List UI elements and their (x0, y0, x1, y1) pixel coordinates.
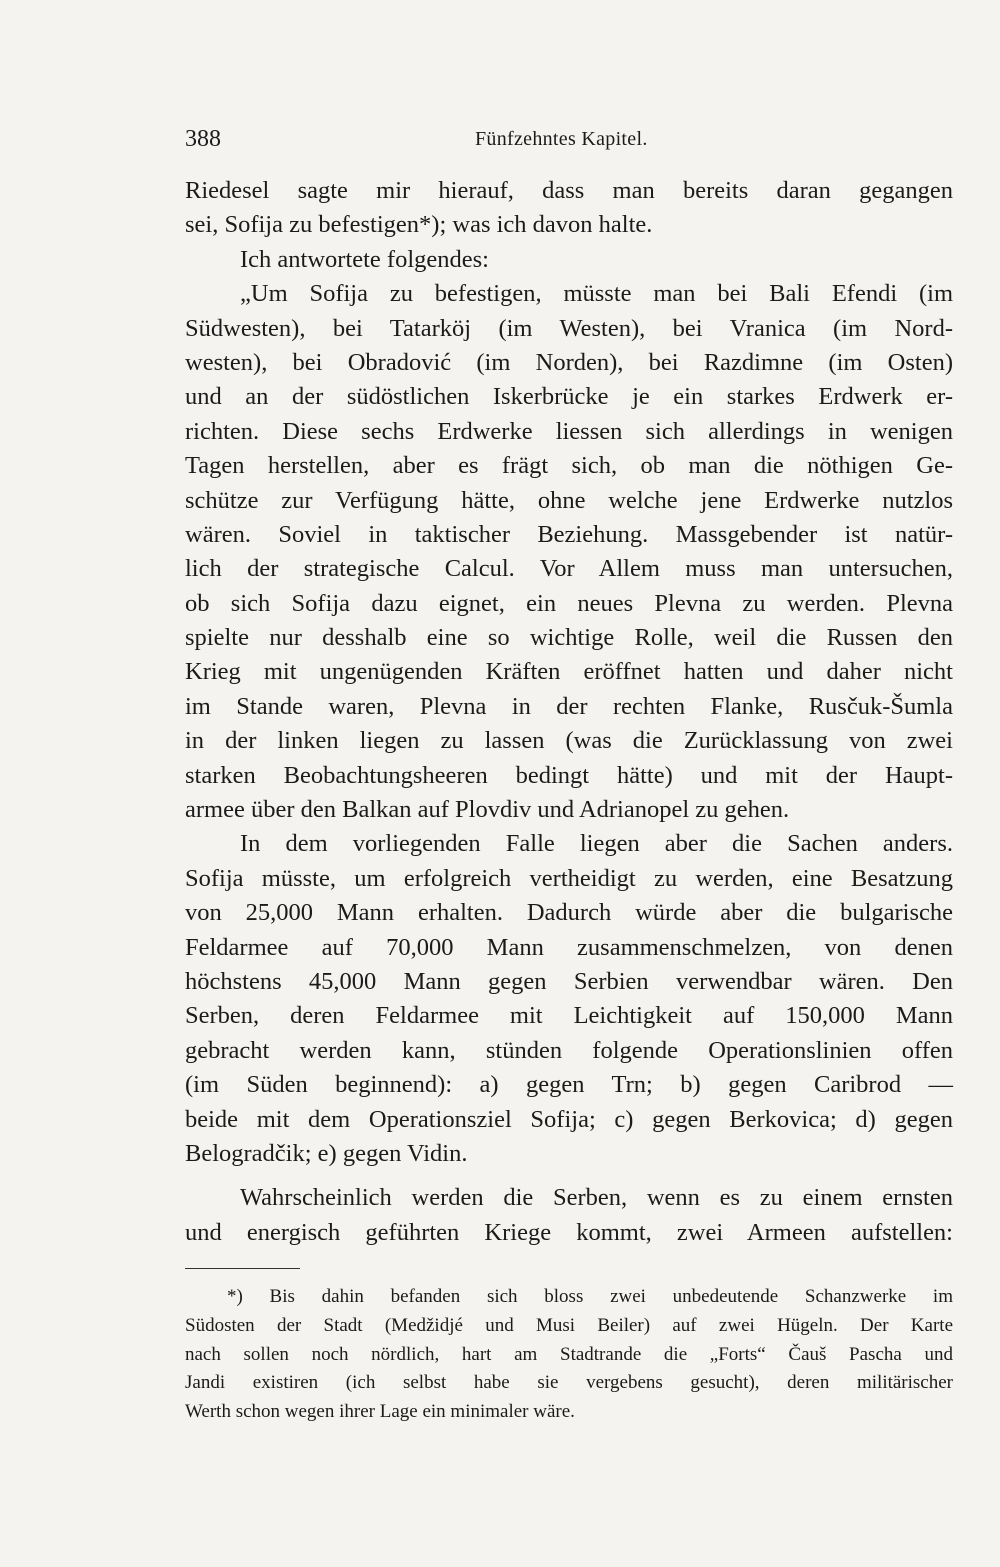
text-line: Feldarmee auf 70,000 Mann zusammenschmelzen, von denen (185, 933, 953, 961)
text-line: Sofija müsste, um erfolgreich vertheidigt zu werden, eine Besatzung (185, 864, 953, 892)
page-header (185, 126, 953, 156)
text-line: Serben, deren Feldarmee mit Leichtigkeit auf 150,000 Mann (185, 1002, 953, 1030)
footnote-line: Südosten der Stadt (Medžidjé und Musi Beiler) auf zwei Hügeln. Der Karte (185, 1314, 953, 1336)
text-line: starken Beobachtungsheeren bedingt hätte) und mit der Haupt- (185, 761, 953, 789)
running-title: Fünfzehntes Kapitel. (475, 128, 648, 150)
text-line: Belogradčik; e) gegen Vidin. (185, 1139, 468, 1167)
text-line: im Stande waren, Plevna in der rechten Flanke, Rusčuk-Šumla (185, 692, 953, 720)
text-line: und an der südöstlichen Iskerbrücke je ein starkes Erdwerk er- (185, 383, 953, 411)
main-text (185, 174, 953, 1250)
text-line: Krieg mit ungenügenden Kräften eröffnet hatten und daher nicht (185, 658, 953, 686)
text-line: Ich antwortete folgendes: (240, 245, 489, 273)
text-line: sei, Sofija zu befestigen*); was ich davon halte. (185, 211, 653, 239)
text-line: Wahrscheinlich werden die Serben, wenn es zu einem ernsten (240, 1184, 953, 1212)
text-line: in der linken liegen zu lassen (was die Zurücklassung von zwei (185, 727, 953, 755)
text-line: westen), bei Obradović (im Norden), bei Razdimne (im Osten) (185, 348, 953, 376)
text-line: richten. Diese sechs Erdwerke liessen sich allerdings in wenigen (185, 417, 953, 445)
text-line: von 25,000 Mann erhalten. Dadurch würde aber die bulgarische (185, 899, 953, 927)
text-line: In dem vorliegenden Falle liegen aber die Sachen anders. (240, 830, 953, 858)
footnote-line: *) Bis dahin befanden sich bloss zwei unbedeutende Schanzwerke im (227, 1286, 953, 1307)
text-line: (im Süden beginnend): a) gegen Trn; b) gegen Caribrod — (185, 1071, 953, 1099)
footnote-line: Werth schon wegen ihrer Lage ein minimaler wäre. (185, 1401, 575, 1423)
text-line: schütze zur Verfügung hätte, ohne welche jene Erdwerke nutzlos (185, 486, 953, 514)
footnote (185, 1283, 953, 1427)
text-line: beide mit dem Operationsziel Sofija; c) gegen Berkovica; d) gegen (185, 1105, 953, 1133)
footnote-line: Jandi existiren (ich selbst habe sie vergebens gesucht), deren militärischer (185, 1372, 953, 1394)
text-line: Tagen herstellen, aber es frägt sich, ob man die nöthigen Ge- (185, 452, 953, 480)
page-number: 388 (185, 126, 221, 152)
text-line: gebracht werden kann, stünden folgende Operationslinien offen (185, 1036, 953, 1064)
footnote-line: nach sollen noch nördlich, hart am Stadtrande die „Forts“ Čauš Pascha und (185, 1343, 953, 1365)
text-line: ob sich Sofija dazu eignet, ein neues Plevna zu werden. Plevna (185, 589, 953, 617)
text-line: „Um Sofija zu befestigen, müsste man bei Bali Efendi (im (240, 280, 953, 308)
text-line: Südwesten), bei Tatarköj (im Westen), bei Vranica (im Nord- (185, 314, 953, 342)
text-line: spielte nur desshalb eine so wichtige Rolle, weil die Russen den (185, 624, 953, 652)
paragraph-gap (185, 1171, 953, 1181)
text-line: höchstens 45,000 Mann gegen Serbien verwendbar wären. Den (185, 967, 953, 995)
text-line: armee über den Balkan auf Plovdiv und Adrianopel zu gehen. (185, 796, 790, 824)
text-line: Riedesel sagte mir hierauf, dass man bereits daran gegangen (185, 177, 953, 204)
footnote-rule (185, 1268, 300, 1269)
text-line: lich der strategische Calcul. Vor Allem muss man untersuchen, (185, 555, 953, 583)
text-line: und energisch geführten Kriege kommt, zwei Armeen aufstellen: (185, 1218, 953, 1246)
text-line: wären. Soviel in taktischer Beziehung. Massgebender ist natür- (185, 520, 953, 548)
